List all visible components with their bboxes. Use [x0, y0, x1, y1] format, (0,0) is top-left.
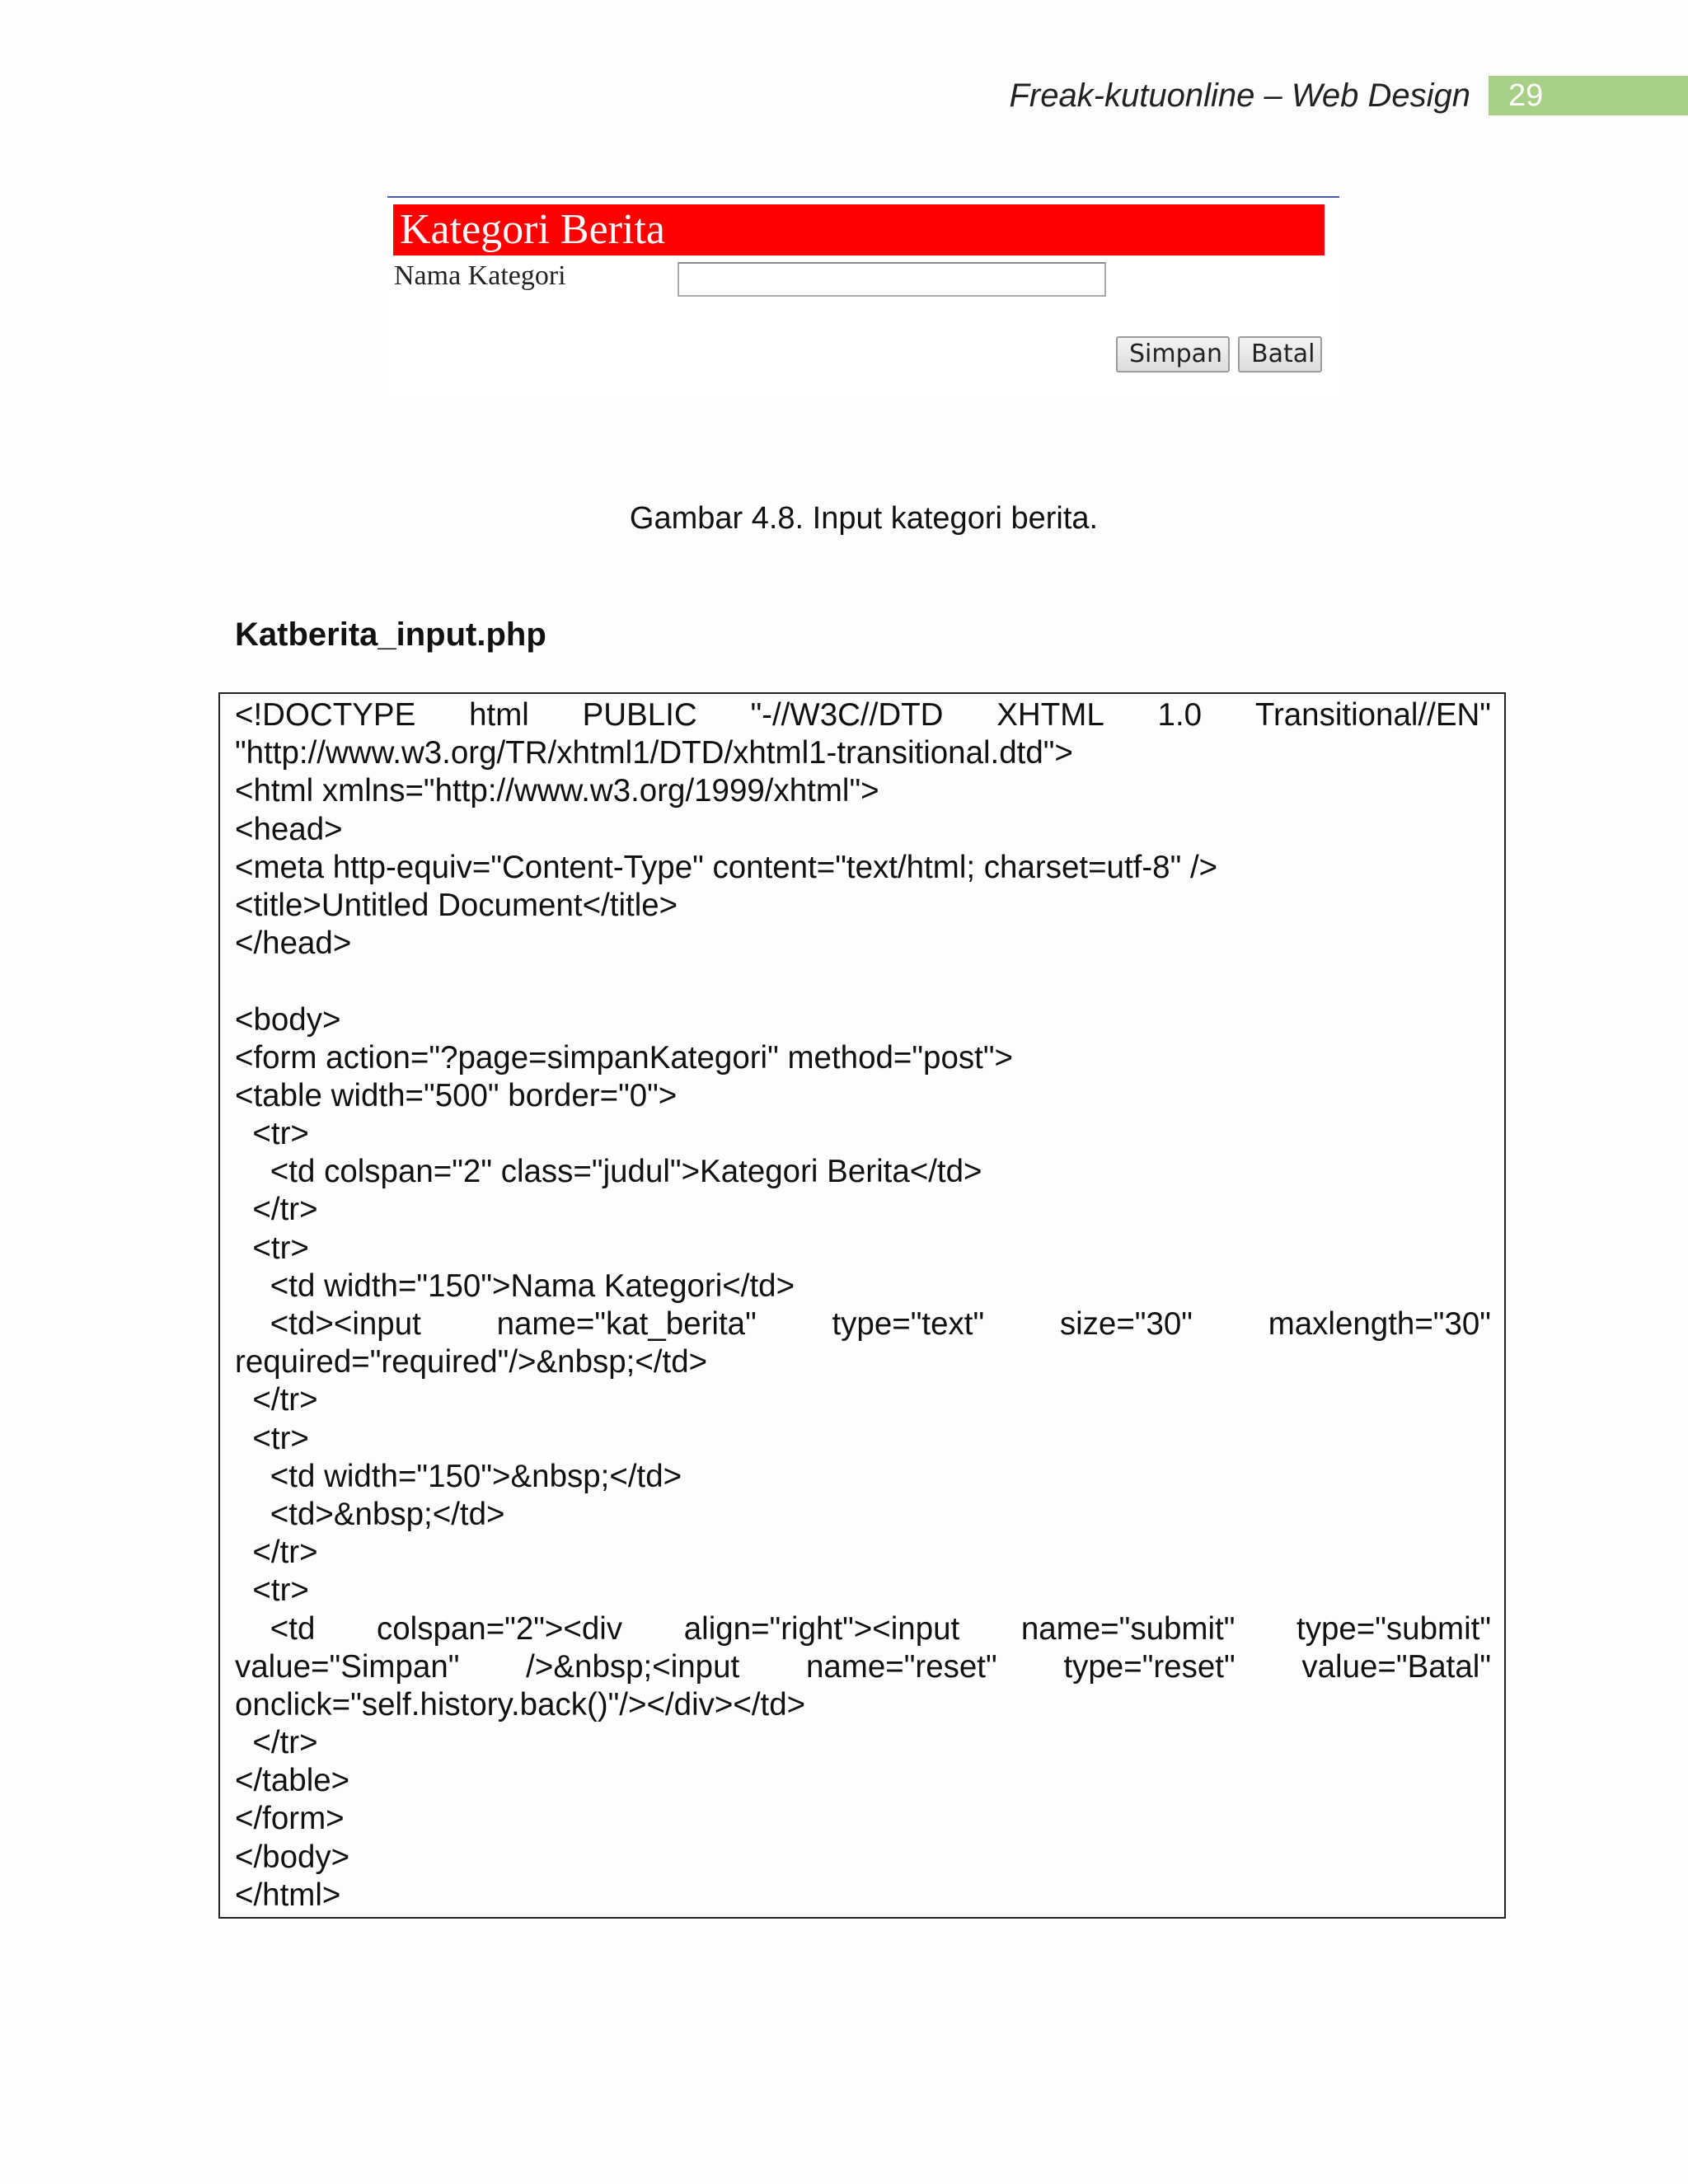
code-token: Transitional//EN"	[1254, 697, 1491, 733]
page-header	[1009, 73, 1688, 119]
code-line: "http://www.w3.org/TR/xhtml1/DTD/xhtml1-transitional.dtd">	[235, 735, 1073, 771]
code-line: <tr>	[235, 1420, 309, 1456]
code-line: required="required"/>&nbsp;</td>	[235, 1344, 708, 1380]
file-heading: Katberita_input.php	[235, 616, 546, 653]
code-token: name="kat_berita"	[496, 1306, 757, 1342]
code-line: </form>	[235, 1801, 345, 1837]
code-token: PUBLIC	[582, 697, 697, 733]
page-number: 29	[1489, 76, 1688, 115]
code-line: <meta http-equiv="Content-Type" content="text/html; charset=utf-8" />	[235, 849, 1218, 885]
code-token: <td	[235, 1610, 316, 1647]
code-token: align="right"><input	[683, 1610, 960, 1647]
code-token: value="Batal"	[1301, 1648, 1491, 1685]
nama-kategori-label: Nama Kategori	[394, 260, 566, 291]
code-token: <!DOCTYPE	[235, 697, 416, 733]
code-line: <html xmlns="http://www.w3.org/1999/xhtml">	[235, 773, 879, 809]
code-line: </tr>	[235, 1382, 318, 1418]
simpan-button[interactable]: Simpan	[1116, 336, 1230, 373]
code-line: </body>	[235, 1839, 350, 1875]
code-line: </head>	[235, 926, 352, 962]
code-token: html	[469, 697, 529, 733]
code-line: <form action="?page=simpanKategori" method="post">	[235, 1039, 1013, 1076]
code-line: <td colspan="2" class="judul">Kategori Berita</td>	[235, 1154, 982, 1190]
code-line: </tr>	[235, 1535, 318, 1571]
code-token: "-//W3C//DTD	[750, 697, 944, 733]
code-line: <tr>	[235, 1572, 309, 1609]
code-line: <head>	[235, 811, 343, 847]
code-line: <td>&nbsp;</td>	[235, 1496, 505, 1532]
code-line: onclick="self.history.back()"/></div></td>	[235, 1686, 806, 1722]
code-line-input	[235, 1305, 1491, 1343]
code-token: colspan="2"><div	[377, 1610, 623, 1647]
code-line: </table>	[235, 1763, 350, 1799]
code-token: <td><input	[235, 1306, 421, 1342]
code-line: <tr>	[235, 1230, 309, 1266]
code-line-submit	[235, 1610, 1491, 1648]
code-line: <table width="500" border="0">	[235, 1077, 678, 1113]
code-token: />&nbsp;<input	[526, 1648, 740, 1685]
code-line: </tr>	[235, 1192, 318, 1228]
code-line: </tr>	[235, 1725, 318, 1761]
code-line: <td width="150">&nbsp;</td>	[235, 1458, 682, 1494]
code-line: <td width="150">Nama Kategori</td>	[235, 1268, 795, 1304]
code-line-blank	[235, 963, 1491, 1001]
figure-caption: Gambar 4.8. Input kategori berita.	[629, 501, 1099, 536]
figure-screenshot	[387, 196, 1339, 396]
batal-button[interactable]: Batal	[1238, 336, 1322, 373]
code-line: <body>	[235, 1001, 341, 1038]
code-token: XHTML	[996, 697, 1104, 733]
code-token: value="Simpan"	[235, 1648, 460, 1685]
code-token: maxlength="30"	[1268, 1306, 1491, 1342]
code-line: <tr>	[235, 1116, 309, 1152]
code-listing	[218, 692, 1506, 1919]
header-title: Freak-kutuonline – Web Design	[1009, 77, 1470, 114]
code-token: name="submit"	[1020, 1610, 1236, 1647]
nama-kategori-input[interactable]	[678, 262, 1106, 297]
code-token: type="submit"	[1296, 1610, 1491, 1647]
code-token: 1.0	[1157, 697, 1203, 733]
code-token: type="text"	[832, 1306, 985, 1342]
code-line: <title>Untitled Document</title>	[235, 887, 678, 923]
code-token: type="reset"	[1063, 1648, 1236, 1685]
code-line: </html>	[235, 1877, 341, 1913]
code-token: name="reset"	[805, 1648, 997, 1685]
code-line-doctype	[235, 696, 1491, 734]
code-token: size="30"	[1059, 1306, 1193, 1342]
code-line-reset	[235, 1648, 1491, 1686]
kategori-banner: Kategori Berita	[393, 204, 1325, 255]
